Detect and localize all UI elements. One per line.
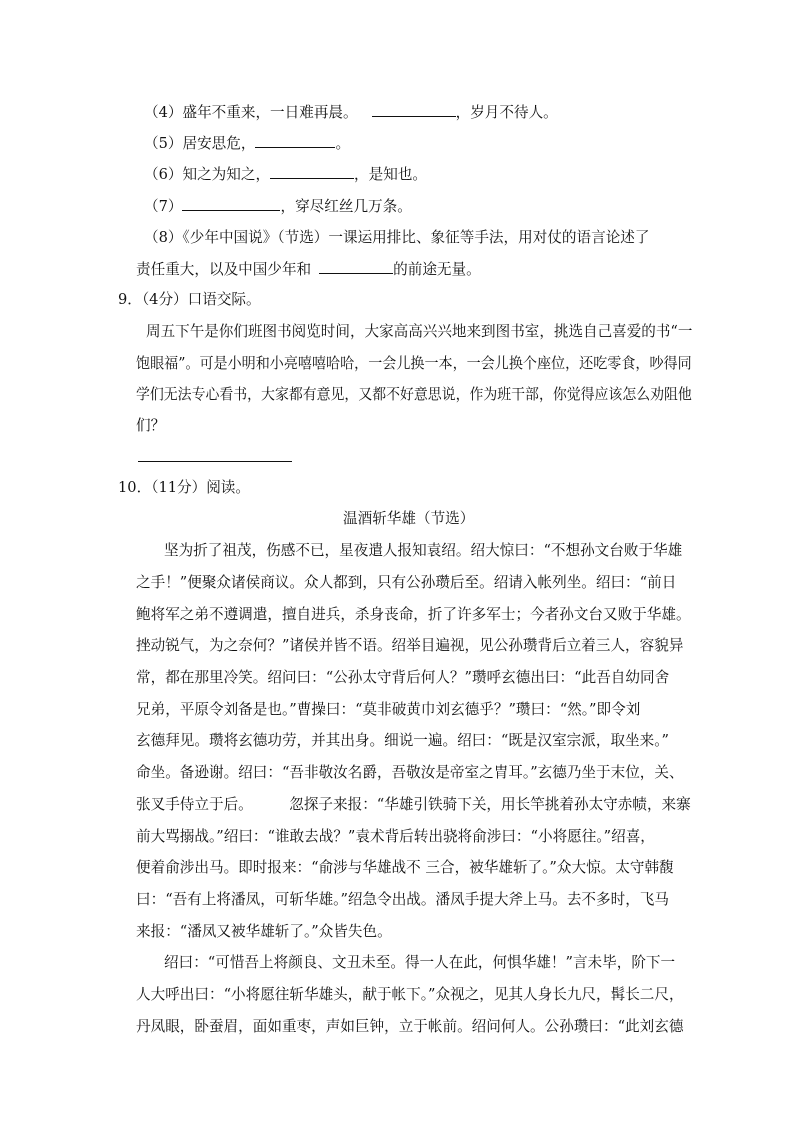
item-7-pre: （7） <box>144 198 183 215</box>
item-6 <box>144 164 427 185</box>
item-5-pre: （5）居安思危， <box>144 135 256 152</box>
passage-line-14: 绍曰：“可惜吾上将颜良、文丑未至。得一人在此，何惧华雄！”言未毕，阶下一 <box>164 954 676 971</box>
q9-heading: 9．（4分）口语交际。 <box>118 291 261 308</box>
item-4-answer-blank[interactable] <box>372 102 456 117</box>
passage-line-12: 曰：“吾有上将潘凤，可斩华雄。”绍急令出战。潘凤手提大斧上马。去不多时，飞马 <box>136 891 669 908</box>
passage-line-15: 人大呼出曰：“小将愿往斩华雄头，献于帐下。”众视之，见其人身长九尺，髯长二尺， <box>136 986 684 1003</box>
passage-line-6: 兄弟，平原令刘备是也。”曹操曰：“莫非破黄巾刘玄德乎？”瓒曰：“然。”即令刘 <box>136 701 641 718</box>
passage-line-9: 张叉手侍立于后。 忽探子来报：“华雄引铁骑下关，用长竿挑着孙太守赤帻，来寨 <box>136 796 691 813</box>
item-5 <box>144 133 350 154</box>
item-8-pre: 责任重大，以及中国少年和 <box>136 261 312 278</box>
q9-line-4: 们？ <box>136 417 166 434</box>
passage-line-3: 鲍将军之弟不遵调遣，擅自进兵，杀身丧命，折了许多军士；今者孙文台又败于华雄。 <box>136 606 691 623</box>
item-6-answer-blank[interactable] <box>270 164 354 179</box>
item-8-answer-blank[interactable] <box>319 259 393 274</box>
item-5-answer-blank[interactable] <box>255 133 335 148</box>
passage-line-5: 常，都在那里冷笑。绍问曰：“公孙太守背后何人？”瓒呼玄德出曰：“此吾自幼同舍 <box>136 669 670 686</box>
passage-title: 温酒斩华雄（节选） <box>343 510 475 527</box>
q9-line-2: 饱眼福”。可是小明和小亮嘻嘻哈哈，一会儿换一本，一会儿换个座位，还吃零食，吵得同 <box>136 355 692 372</box>
item-8-line-1: （8）《少年中国说》（节选）一课运用排比、象征等手法，用对仗的语言论述了 <box>144 229 650 246</box>
item-4-post: ，岁月不待人。 <box>455 104 558 121</box>
passage-line-4: 挫动锐气，为之奈何？”诸侯并皆不语。绍举目遍视，见公孙瓒背后立着三人，容貌异 <box>136 637 684 654</box>
passage-line-2: 之手！”便聚众诸侯商议。众人都到，只有公孙瓒后至。绍请入帐列坐。绍曰：“前日 <box>136 574 677 591</box>
passage-line-7: 玄德拜见。瓒将玄德功劳，并其出身。细说一遍。绍曰：“既是汉室宗派，取坐来。” <box>136 732 669 749</box>
passage-line-1: 坚为折了祖茂，伤感不已，星夜遣人报知袁绍。绍大惊曰：“不想孙文台败于华雄 <box>164 542 683 559</box>
passage-line-11: 便着俞涉出马。即时报来：“俞涉与华雄战不 三合，被华雄斩了。”众大惊。太守韩馥 <box>136 859 674 876</box>
item-7-post: ，穿尽红丝几万条。 <box>280 198 412 215</box>
item-7 <box>144 196 412 217</box>
q9-answer-line[interactable] <box>138 461 292 462</box>
passage-line-10: 前大骂搦战。”绍曰：“谁敢去战？”袁术背后转出骁将俞涉曰：“小将愿往。”绍喜， <box>136 828 655 845</box>
item-4 <box>144 102 558 123</box>
q9-line-3: 学们无法专心看书，大家都有意见，又都不好意思说，作为班干部，你觉得应该怎么劝阻他 <box>136 386 692 403</box>
q10-heading: 10．（11分）阅读。 <box>118 479 250 496</box>
passage-line-8: 命坐。备逊谢。绍曰：“吾非敬汝名爵，吾敬汝是帝室之胄耳。”玄德乃坐于末位，关、 <box>136 764 684 781</box>
passage-line-16: 丹凤眼，卧蚕眉，面如重枣，声如巨钟，立于帐前。绍问何人。公孙瓒曰：“此刘玄德 <box>136 1018 684 1035</box>
item-7-answer-blank[interactable] <box>182 196 280 211</box>
passage-line-13: 来报：“潘凤又被华雄斩了。”众皆失色。 <box>136 923 392 940</box>
item-5-post: 。 <box>335 135 351 152</box>
item-4-pre: （4）盛年不重来，一日难再晨。 <box>144 104 358 121</box>
item-8-post: 的前途无量。 <box>393 261 481 278</box>
q9-line-1: 周五下午是你们班图书阅览时间，大家高高兴兴地来到图书室，挑选自己喜爱的书“一 <box>146 323 693 340</box>
item-6-pre: （6）知之为知之， <box>144 166 271 183</box>
item-8-line-2 <box>136 259 481 280</box>
item-6-post: ，是知也。 <box>354 166 428 183</box>
